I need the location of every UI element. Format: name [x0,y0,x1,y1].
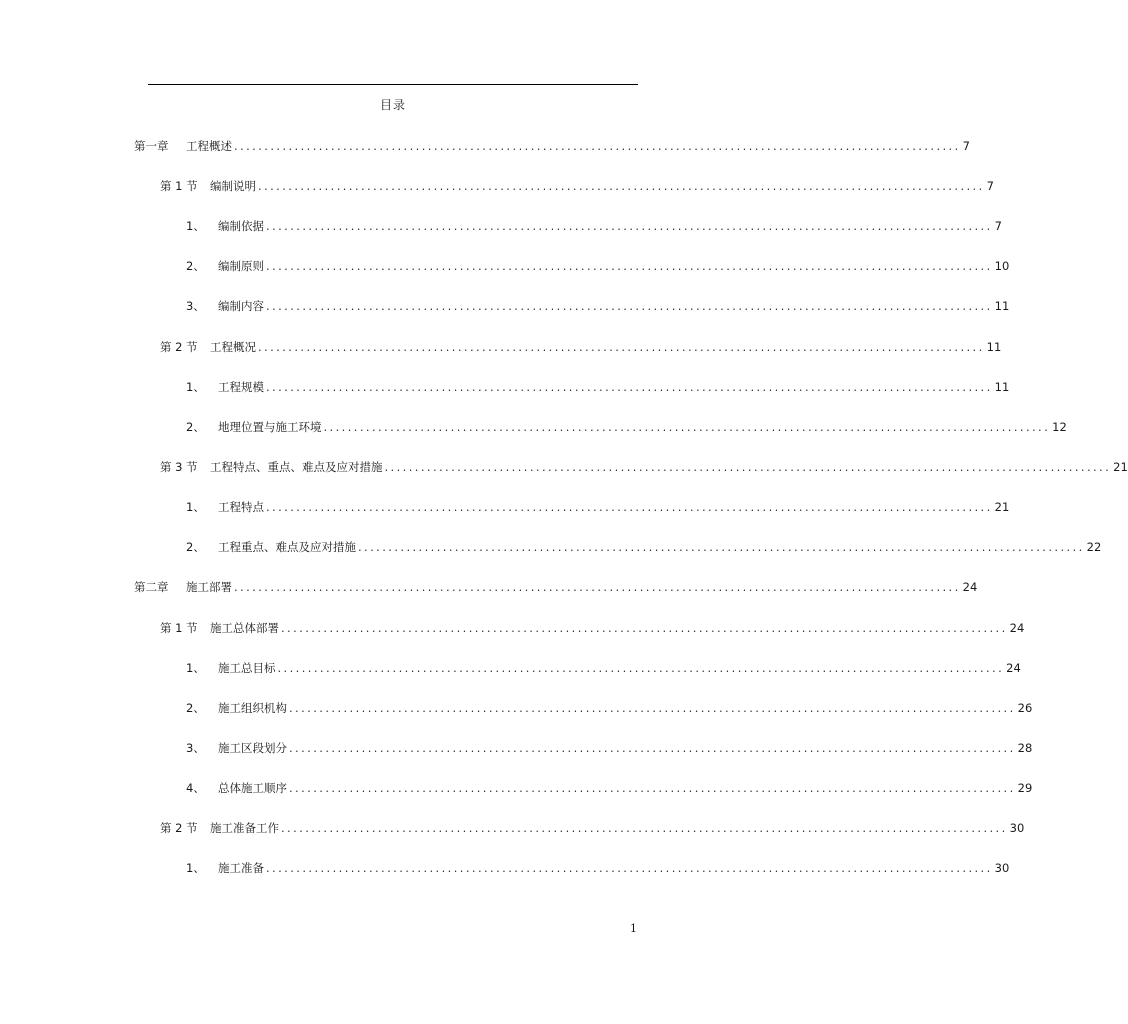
toc-entry-text: 编制说明 [210,179,256,193]
toc-title: 目录 [379,98,406,112]
toc-leader-dots: ........................................................................................................................ [289,781,1016,795]
toc-entry-number: 4、 [186,781,205,795]
toc-entry-text: 工程规模 [218,380,264,394]
toc-entry-text: 施工准备工作 [210,821,279,835]
toc-entry-page: 7 [962,139,970,153]
toc-entry-number: 1、 [186,500,205,514]
toc-entry-number: 第 2 节 [160,821,198,835]
toc-entry-number: 3、 [186,299,205,313]
toc-entry-number: 第 1 节 [160,179,198,193]
toc-entry-page: 22 [1086,540,1102,554]
toc-entry[interactable] [186,700,1033,716]
toc-entry-number: 1、 [186,861,205,875]
toc-entry-page: 24 [962,580,978,594]
toc-entry-page: 30 [1009,821,1025,835]
toc-entry[interactable] [186,740,1033,756]
toc-leader-dots: ........................................................................................................................ [266,861,993,875]
toc-entry-text: 施工区段划分 [218,741,287,755]
toc-entry-number: 1、 [186,219,205,233]
toc-leader-dots: ........................................................................................................................ [289,741,1016,755]
toc-leader-dots: ........................................................................................................................ [266,299,993,313]
toc-entry-page: 29 [1017,781,1033,795]
toc-leader-dots: ........................................................................................................................ [266,380,993,394]
toc-leader-dots: ........................................................................................................................ [358,540,1085,554]
toc-entry-page: 21 [994,500,1010,514]
toc-leader-dots: ........................................................................................................................ [258,340,985,354]
toc-entry-page: 11 [994,299,1010,313]
toc-entry-page: 11 [994,380,1010,394]
toc-entry-text: 编制内容 [218,299,264,313]
toc-entry-page: 10 [994,259,1010,273]
toc-entry[interactable] [186,218,1002,234]
toc-entry[interactable] [186,660,1021,676]
toc-leader-dots: ........................................................................................................................ [234,139,961,153]
toc-entry-text: 施工部署 [186,580,232,594]
toc-entry-text: 施工组织机构 [218,701,287,715]
toc-entry-text: 施工总体部署 [210,621,279,635]
toc-entry-number: 第 1 节 [160,621,198,635]
toc-entry-text: 工程重点、难点及应对措施 [218,540,356,554]
toc-entry-text: 工程特点 [218,500,264,514]
toc-entry-text: 编制依据 [218,219,264,233]
toc-entry[interactable] [186,298,1010,314]
toc-entry-text: 施工准备 [218,861,264,875]
toc-entry-page: 28 [1017,741,1033,755]
toc-entry[interactable] [186,499,1010,515]
toc-leader-dots: ........................................................................................................................ [384,460,1112,474]
toc-leader-dots: ........................................................................................................................ [266,219,993,233]
toc-leader-dots: ........................................................................................................................ [281,621,1008,635]
toc-entry-page: 26 [1017,701,1033,715]
toc-entry[interactable] [160,459,1128,475]
toc-entry-number: 3、 [186,741,205,755]
toc-entry-number: 2、 [186,259,205,273]
toc-leader-dots: ........................................................................................................................ [289,701,1016,715]
toc-entry-number: 第一章 [134,139,169,153]
toc-entry[interactable] [160,178,994,194]
toc-entry-page: 30 [994,861,1010,875]
toc-entry-text: 工程概述 [186,139,232,153]
toc-leader-dots: ........................................................................................................................ [277,661,1005,675]
toc-entry-text: 地理位置与施工环境 [218,420,322,434]
toc-entry[interactable] [160,820,1025,836]
toc-entry-number: 2、 [186,420,205,434]
toc-leader-dots: ........................................................................................................................ [258,179,985,193]
toc-entry-number: 2、 [186,701,205,715]
toc-entry-text: 工程特点、重点、难点及应对措施 [210,460,383,474]
toc-entry[interactable] [186,258,1010,274]
toc-leader-dots: ........................................................................................................................ [234,580,961,594]
toc-entry[interactable] [160,339,1002,355]
toc-entry[interactable] [186,419,1067,435]
toc-entry-text: 编制原则 [218,259,264,273]
toc-entry-page: 7 [994,219,1002,233]
toc-entry[interactable] [186,379,1010,395]
toc-leader-dots: ........................................................................................................................ [323,420,1051,434]
toc-leader-dots: ........................................................................................................................ [266,500,993,514]
toc-entry-page: 11 [986,340,1002,354]
toc-entry[interactable] [134,579,978,595]
toc-entry-number: 1、 [186,661,205,675]
toc-entry[interactable] [160,620,1025,636]
toc-entry-number: 1、 [186,380,205,394]
header-rule [148,84,638,85]
toc-entry-page: 7 [986,179,994,193]
toc-entry-number: 第二章 [134,580,169,594]
toc-entry-number: 2、 [186,540,205,554]
toc-entry[interactable] [186,539,1102,555]
toc-entry-number: 第 3 节 [160,460,198,474]
toc-entry[interactable] [134,138,970,154]
toc-leader-dots: ........................................................................................................................ [281,821,1008,835]
toc-entry-text: 施工总目标 [218,661,276,675]
toc-entry-page: 21 [1113,460,1128,474]
toc-entry-text: 工程概况 [210,340,256,354]
toc-entry-page: 12 [1052,420,1067,434]
toc-entry[interactable] [186,860,1010,876]
toc-entry-page: 24 [1006,661,1021,675]
toc-entry[interactable] [186,780,1033,796]
toc-entry-page: 24 [1009,621,1025,635]
toc-entry-number: 第 2 节 [160,340,198,354]
toc-leader-dots: ........................................................................................................................ [266,259,993,273]
toc-entry-text: 总体施工顺序 [218,781,287,795]
page-number: 1 [630,922,637,935]
